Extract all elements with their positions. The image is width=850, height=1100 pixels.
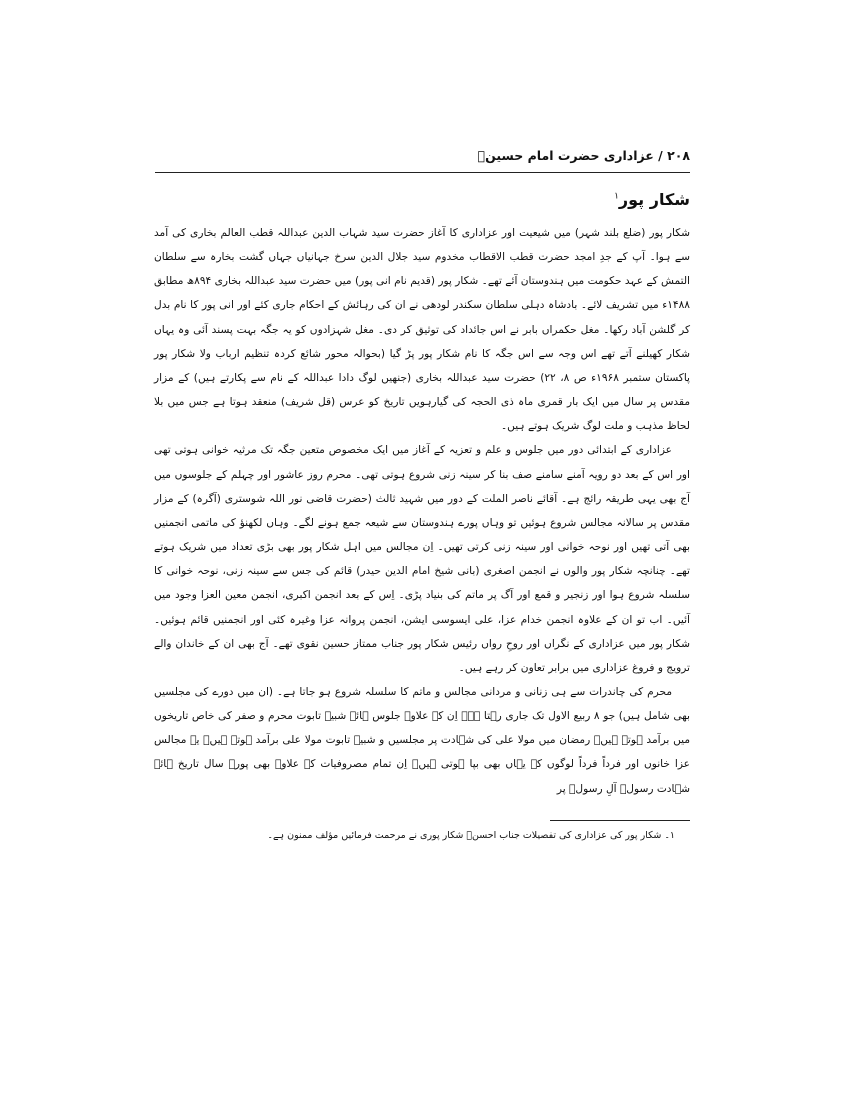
section-title: شکار پور xyxy=(618,190,690,209)
paragraph-3: محرم کی چاندرات سے ہی زنانی و مردانی مجالس و ماتم کا سلسلہ شروع ہو جاتا ہے۔ (ان میں دورے کی مجلسیں بھی شامل ہیں) جو ۸ ربیع الاول تک جاری رہتا ہے۔ اِن کے علاوہ جلوس ہائے شبیہ تابوت محرم و صفر کی خاص تاریخوں میں برآمد ہوتے ہیں۔ رمضان میں مولا علی کی شہادت پر مجلسیں و شبیہ تابوت مولا علی برآمد ہوتے ہیں۔ یہ مجالس عزا خانوں اور فرداً فرداً لوگوں کے یہاں بھی بپا ہوتی ہیں۔ اِن تمام مصروفیات کے علاوہ بھی پورے سال تاریخ ہائے شہادت رسولؐ آلِ رسولؐ پر xyxy=(154,685,690,795)
running-head xyxy=(478,148,690,163)
footnote-text: شکار پور کی عزاداری کی تفصیلات جناب احسنؔ شکار پوری نے مرحمت فرمائیں مؤلف ممنون ہے۔ xyxy=(267,830,662,841)
section-footnote-marker: ۱ xyxy=(614,191,619,202)
running-head-separator: / xyxy=(658,148,663,163)
paragraph-1: شکار پور (ضلع بلند شہر) میں شیعیت اور عزاداری کا آغاز حضرت سید شہاب الدین عبداللہ قطب العالم بخاری کی آمد سے ہوا۔ آپ کے جدِ امجد حضرت قطب الاقطاب مخدوم سید جلال الدین سرخ جہانیاں جہاں گشت بخارہ سے سلطان التمش کے عہد حکومت میں ہندوستان آئے تھے۔ شکار پور (قدیم نام انی پور) میں حضرت سید عبداللہ بخاری ۸۹۴ھ مطابق ۱۴۸۸ء میں تشریف لائے۔ بادشاہ دہلی سلطان سکندر لودھی نے ان کی رہائش کے احکام جاری کئے اور انی پور کا نام بدل کر گلشن آباد رکھا۔ مغل حکمراں بابر نے اس جائداد کی توثیق کر دی۔ مغل شہزادوں کو یہ جگہ بہت پسند آئی وہ یہاں شکار کھیلنے آتے تھے اس وجہ سے اس جگہ کا نام شکار پور پڑ گیا (بحوالہ محور شائع کردہ تنظیم ارباب ولا شکار پور پاکستان ستمبر ۱۹۶۸ء ص ۸، ۲۲) حضرت سید عبداللہ بخاری (جنھیں لوگ دادا عبداللہ کے نام سے پکارتے ہیں) کے مزار مقدس پر سال میں ایک بار قمری ماہ ذی الحجہ کی گیارہویں تاریخ کو عرس (قل شریف) منعقد ہوتا ہے جس میں بلا لحاظ مذہب و ملت لوگ شریک ہوتے ہیں۔ xyxy=(154,227,691,433)
footnote xyxy=(267,830,675,841)
footnote-marker: ۱۔ xyxy=(664,830,675,841)
section-heading xyxy=(614,190,690,209)
book-title: عزاداری حضرت امام حسینؑ xyxy=(477,148,654,163)
header-divider xyxy=(155,172,690,173)
footnote-divider xyxy=(550,820,690,821)
body-text xyxy=(154,221,690,801)
page-number: ۲۰۸ xyxy=(667,148,690,163)
paragraph-2: عزاداری کے ابتدائی دور میں جلوس و علم و تعزیہ کے آغاز میں ایک مخصوص متعین جگہ تک مرثیہ خوانی ہوتی تھی اور اس کے بعد دو رویہ آمنے سامنے صف بنا کر سینہ زنی شروع ہوتی تھی۔ محرم روز عاشور اور چہلم کے جلوسوں میں آج بھی یہی طریقہ رائج ہے۔ آقائے ناصر الملت کے دور میں شہید ثالث (حضرت قاضی نور اللہ شوستری (آگرہ) کے مزار مقدس پر سالانہ مجالس شروع ہوئیں تو وہاں پورے ہندوستان سے شیعہ جمع ہونے لگے۔ وہاں لکھنؤ کی ماتمی انجمنیں بھی آتی تھیں اور نوحہ خوانی اور سینہ زنی کرتی تھیں۔ اِن مجالس میں اہل شکار پور بھی بڑی تعداد میں شریک ہوتے تھے۔ چنانچہ شکار پور والوں نے انجمن اصغری (بانی شیخ امام الدین حیدر) قائم کی جس سے سینہ زنی، نوحہ خوانی کا سلسلہ شروع ہوا اور زنجیر و قمع اور آگ پر ماتم کی بنیاد پڑی۔ اِس کے بعد انجمن اکبری، انجمن معین العزا وجود میں آئیں۔ اب تو ان کے علاوہ انجمن خدام عزا، علی ایسوسی ایشن، انجمن پروانہ عزا وغیرہ کئی اور انجمنیں قائم ہوئیں۔ شکار پور میں عزاداری کے نگراں اور روحِ رواں رئیس شکار پور جناب ممتاز حسین نقوی تھے۔ آج بھی ان کے خاندان والے ترویج و فروغ عزاداری میں برابر تعاون کر رہے ہیں۔ xyxy=(154,444,690,674)
